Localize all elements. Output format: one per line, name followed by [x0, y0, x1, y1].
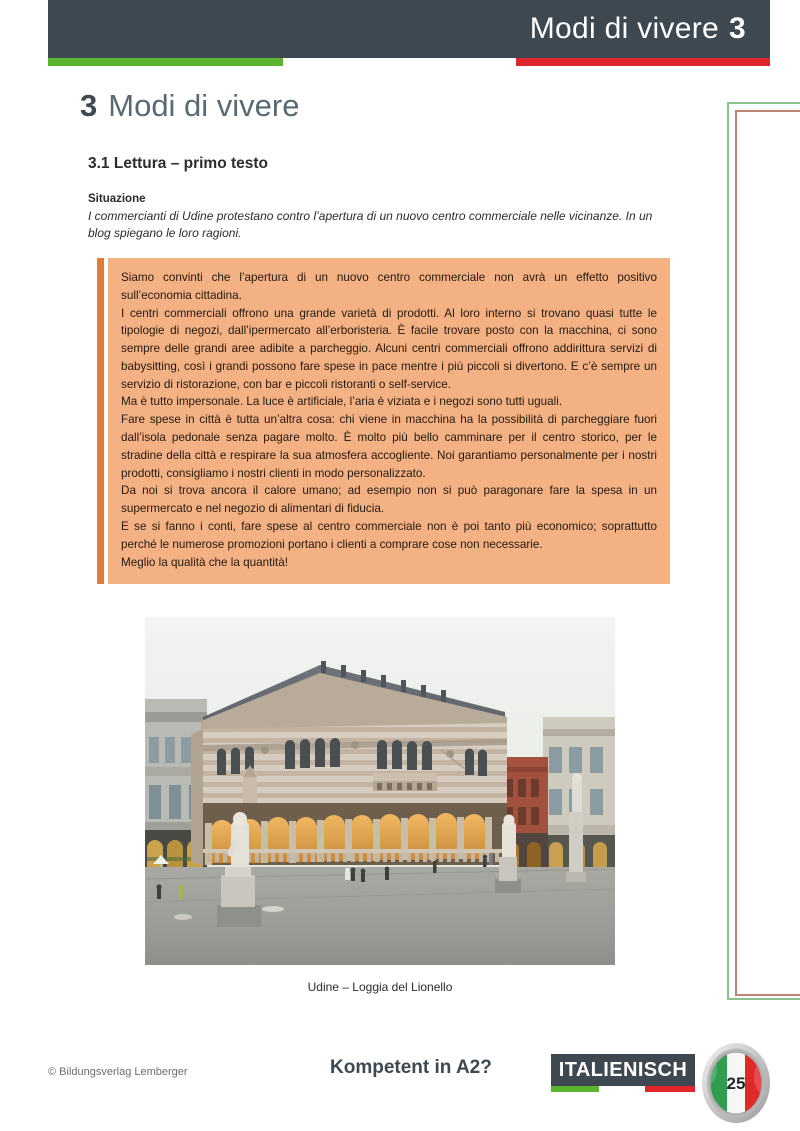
page-number-badge: [700, 1042, 772, 1124]
situazione-text: I commercianti di Udine protestano contro l’apertura di un nuovo centro commerciale nelle vicinanze. In un blog spiegano le loro ragioni.: [88, 209, 653, 241]
photo-illustration: [145, 617, 615, 965]
reading-paragraph: Ma è tutto impersonale. La luce è artificiale, l’aria è viziata e i negozi sono tutti uguali.: [121, 395, 563, 409]
reading-box-accent-bar: [97, 258, 104, 584]
reading-paragraph: I centri commerciali offrono una grande varietà di prodotti. Al loro interno si trovano quasi tutte le tipologie di negozi, dall’ipermercato all’erboristeria. È facile trovare posto con la macchina, ci sono sempre delle grandi aree adibite a parcheggio. Alcuni centri commerciali offrono addirittura servizi di babysitting, così i grandi possono fare spese in pace mentre i più piccoli si divertono. E c’è sempre un servizio di ristorazione, con bar e piccoli ristoranti o self-service.: [121, 306, 657, 391]
reading-paragraph: E se si fanno i conti, fare spese al centro commerciale non è poi tanto più economico; soprattutto perché le numerose promozioni portano i clienti a comprare cose non necessarie.: [121, 519, 657, 551]
photo-loggia-del-lionello: [145, 617, 615, 965]
header-title-text: Modi di vivere: [529, 12, 719, 45]
footer-accent-bar-red: [645, 1086, 695, 1092]
situazione-label: Situazione: [88, 193, 146, 205]
photo-caption: Udine – Loggia del Lionello: [307, 980, 453, 994]
reading-paragraph: Da noi si trova ancora il calore umano; ad esempio non si può paragonare fare la spesa in un supermercato e nel negozio di alimentari di fiducia.: [121, 484, 657, 516]
footer-language-label: ITALIENISCH: [558, 1058, 688, 1081]
reading-paragraph: Fare spese in città è tutta un’altra cosa: chi viene in macchina ha la possibilità di parcheggiare fuori dall’isola pedonale senza pagare molto. È molto più bello camminare per il centro storico, per le stradine della città e respirare la sua atmosfera accogliente. Noi garantiamo personalmente per i nostri prodotti, consigliamo i nostri clienti in modo personalizzato.: [121, 413, 657, 480]
page-title-text: Modi di vivere: [108, 88, 300, 123]
italian-flag-badge-icon: [700, 1042, 772, 1124]
header-accent-bar-red: [516, 58, 770, 66]
footer-language-badge: [551, 1054, 695, 1086]
page-title-number: 3: [80, 88, 98, 123]
header-chapter-number: 3: [729, 12, 746, 45]
section-heading: 3.1 Lettura – primo testo: [88, 155, 269, 172]
header-accent-bar-green: [48, 58, 283, 66]
footer-accent-bar-green: [551, 1086, 599, 1092]
footer-brand-title: Kompetent in A2?: [330, 1057, 492, 1078]
decorative-frame-inner: [735, 110, 800, 996]
reading-paragraph: Meglio la qualità che la quantità!: [121, 555, 288, 569]
page-header-banner: [48, 0, 770, 58]
reading-box-body: [108, 258, 670, 584]
footer-copyright: © Bildungsverlag Lemberger: [48, 1066, 188, 1078]
page-title: [80, 88, 300, 124]
reading-text-box: [97, 258, 670, 584]
decorative-frame-outer: [727, 102, 800, 1000]
page-number-text: 25: [726, 1074, 746, 1093]
reading-paragraph: Siamo convinti che l’apertura di un nuovo centro commerciale non avrà un effetto positivo sull’economia cittadina.: [121, 271, 657, 302]
header-title: [530, 12, 770, 46]
